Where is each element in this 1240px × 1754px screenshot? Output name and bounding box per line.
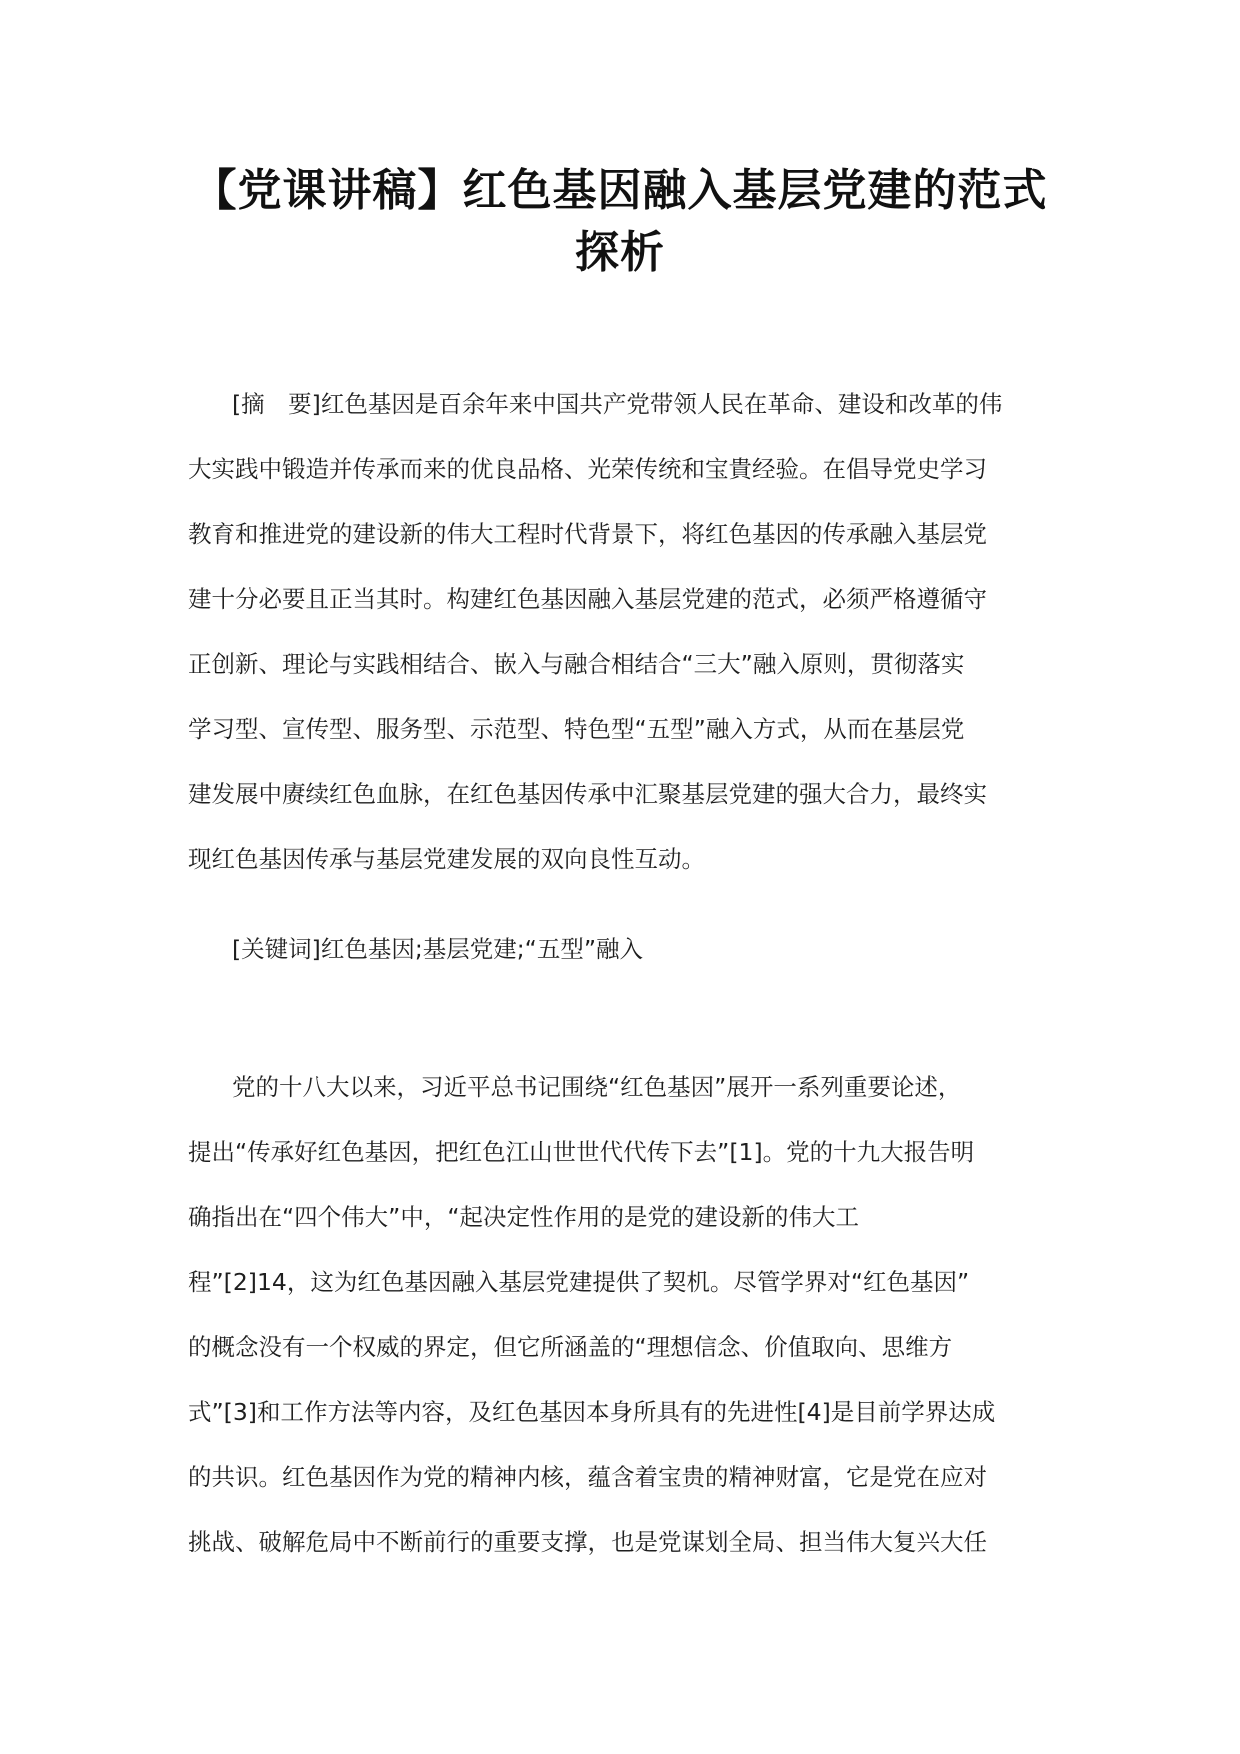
abstract-line: 建十分必要且正当其时。构建红色基因融入基层党建的范式，必须严格遵循守 xyxy=(188,585,987,613)
body-line: 提出“传承好红色基因，把红色江山世世代代传下去”[1]。党的十九大报告明 xyxy=(188,1138,975,1166)
abstract-line: [摘 要]红色基因是百余年来中国共产党带领人民在革命、建设和改革的伟 xyxy=(232,390,1003,418)
body-line: 程”[2]14，这为红色基因融入基层党建提供了契机。尽管学界对“红色基因” xyxy=(188,1268,970,1296)
body-line: 挑战、破解危局中不断前行的重要支撑，也是党谋划全局、担当伟大复兴大任 xyxy=(188,1528,987,1556)
abstract-line: 学习型、宣传型、服务型、示范型、特色型“五型”融入方式，从而在基层党 xyxy=(188,715,965,743)
abstract-paragraph xyxy=(188,372,1048,892)
abstract-line: 大实践中锻造并传承而来的优良品格、光荣传统和宝貴经验。在倡导党史学习 xyxy=(188,455,987,483)
abstract-line: 现红色基因传承与基层党建发展的双向良性互动。 xyxy=(188,845,705,873)
body-line: 确指出在“四个伟大”中，“起决定性作用的是党的建设新的伟大工 xyxy=(188,1203,860,1231)
body-line: 式”[3]和工作方法等内容，及红色基因本身所具有的先进性[4]是目前学界达成 xyxy=(188,1398,996,1426)
title-line-2: 探析 xyxy=(575,227,665,278)
document-title xyxy=(150,160,1090,284)
body-paragraph xyxy=(188,1055,1048,1575)
body-line: 的概念没有一个权威的界定，但它所涵盖的“理想信念、价值取向、思维方 xyxy=(188,1333,953,1361)
title-line-1: 【党课讲稿】红色基因融入基层党建的范式 xyxy=(192,165,1048,216)
abstract-line: 教育和推进党的建设新的伟大工程时代背景下，将红色基因的传承融入基层党 xyxy=(188,520,987,548)
body-line: 党的十八大以来，习近平总书记围绕“红色基因”展开一系列重要论述， xyxy=(232,1073,962,1101)
abstract-line: 建发展中赓续红色血脉，在红色基因传承中汇聚基层党建的强大合力，最终实 xyxy=(188,780,987,808)
abstract-line: 正创新、理论与实践相结合、嵌入与融合相结合“三大”融入原则，贯彻落实 xyxy=(188,650,965,678)
keywords-line: [关键词]红色基因;基层党建;“五型”融入 xyxy=(232,935,644,963)
body-line: 的共识。红色基因作为党的精神内核，蕴含着宝贵的精神财富，它是党在应对 xyxy=(188,1463,987,1491)
keywords-paragraph xyxy=(188,917,1048,982)
